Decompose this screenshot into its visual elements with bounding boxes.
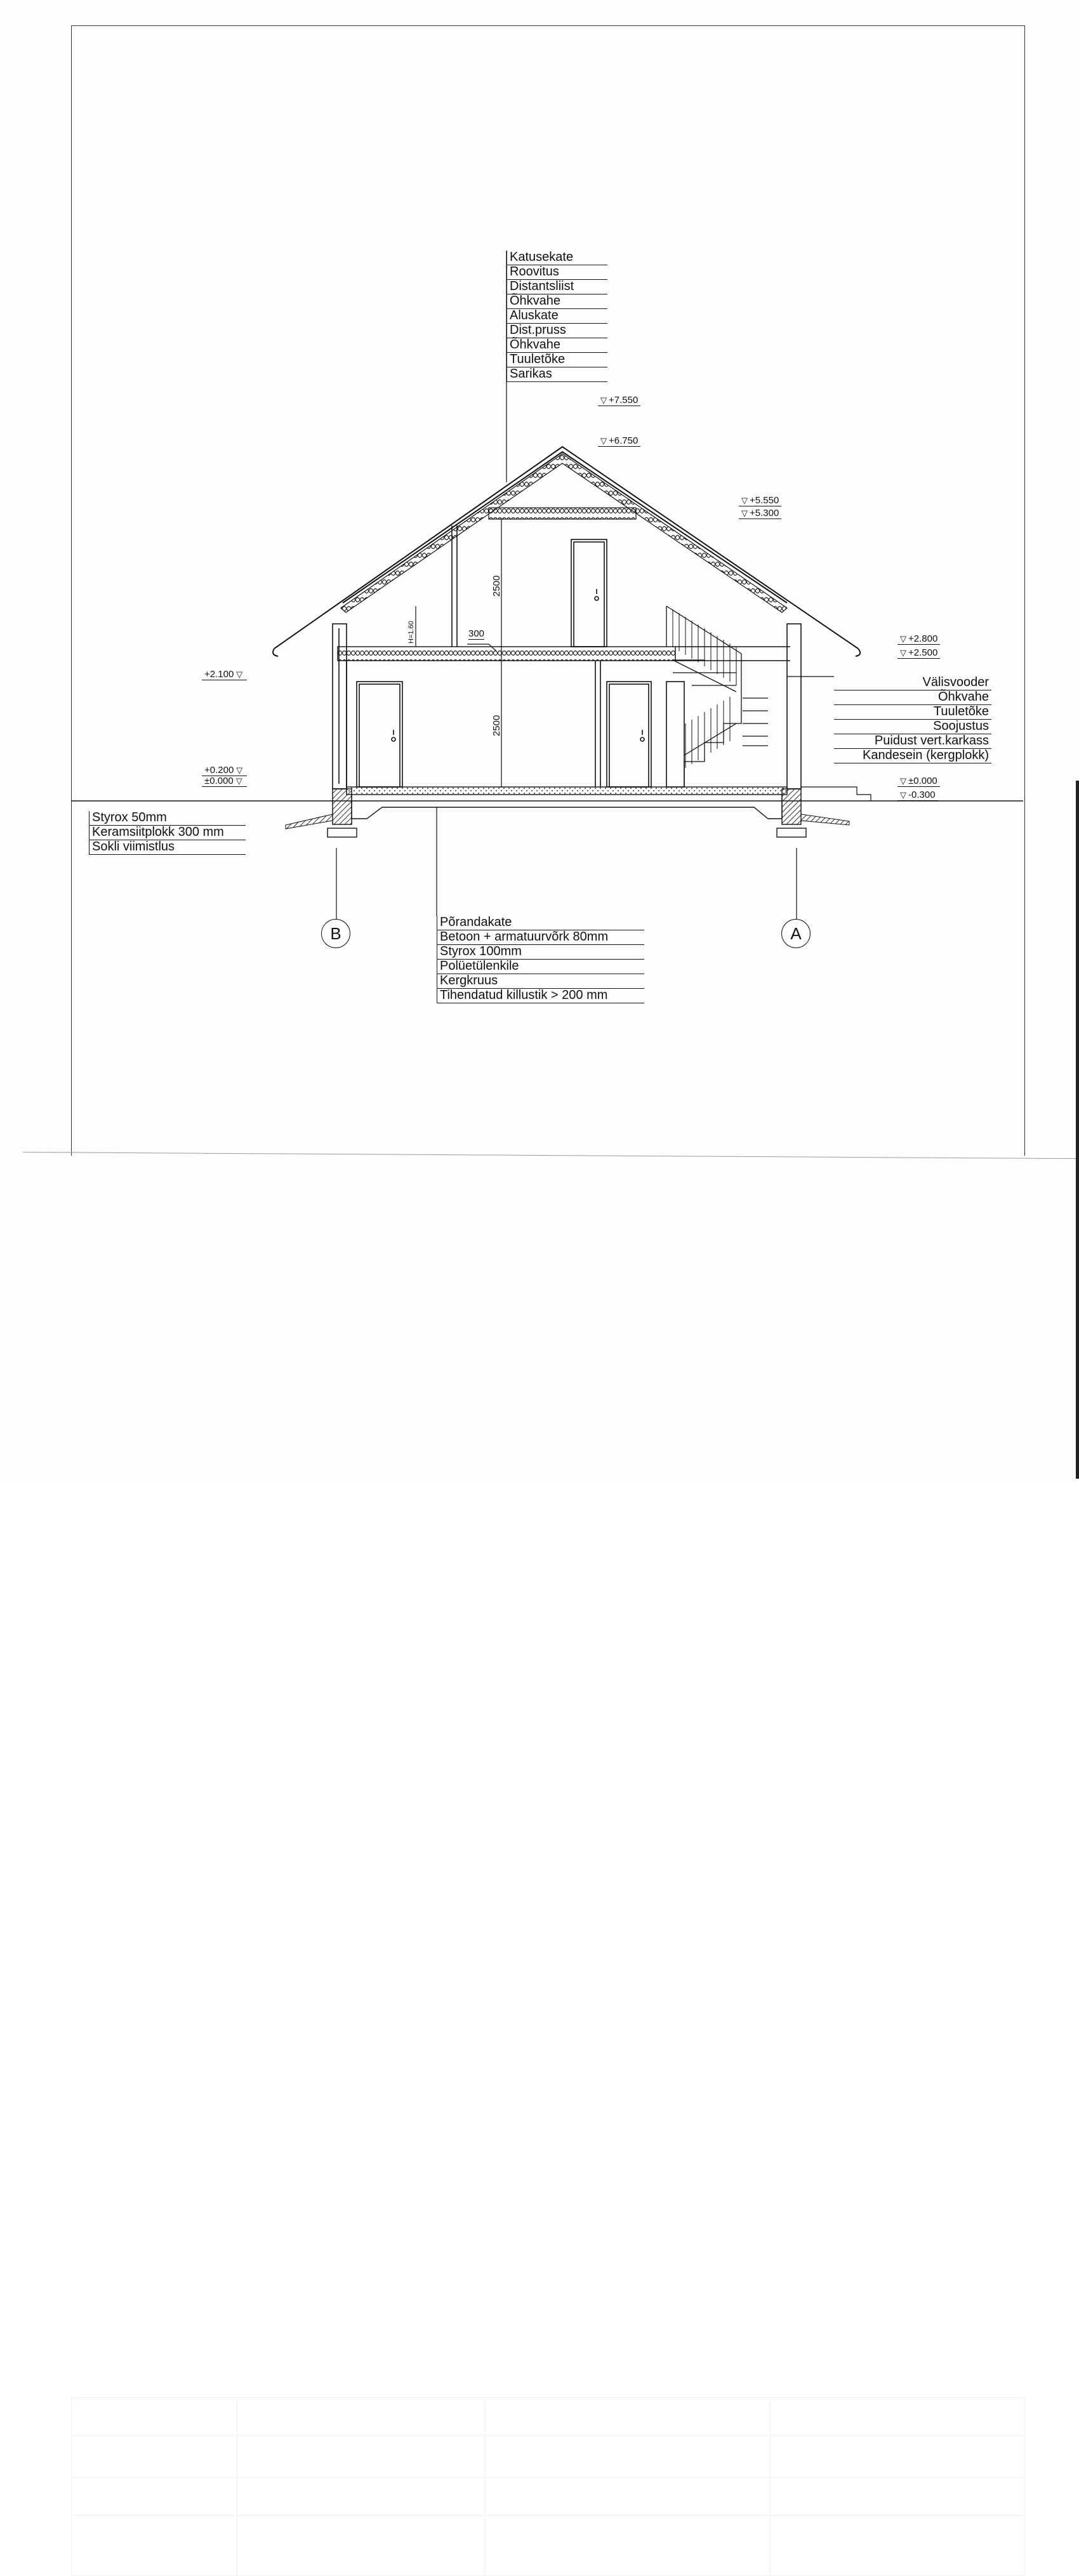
wall-layer: Õhkvahe [834, 690, 991, 705]
intermediate-floor [338, 647, 675, 661]
level-value: +5.300 [750, 508, 779, 519]
level-marker-minus-0300: ▽ -0.300 [897, 789, 938, 801]
dimension-knee-height: H=1.60 [407, 621, 415, 644]
floor-layer: Styrox 100mm [437, 945, 644, 960]
roof-layer: Roovitus [507, 265, 607, 280]
level-marker-2100: +2.100 ▽ [202, 669, 247, 680]
floor-layer: Tihendatud killustik > 200 mm [437, 989, 644, 1003]
floor-layer: Kergkruus [437, 974, 644, 989]
roof-layer: Aluskate [507, 309, 607, 324]
floor-layer: Betoon + armatuurvõrk 80mm [437, 930, 644, 945]
wall-layer: Tuuletõke [834, 705, 991, 720]
axis-marker-b: B [321, 919, 350, 948]
dimension-lower-height: 2500 [491, 715, 502, 736]
level-marker-floor2-b: ▽ +2.500 [897, 647, 940, 659]
level-marker-0200: +0.200 ▽ [202, 765, 247, 776]
dimension-upper-height: 2500 [491, 575, 502, 597]
wall-layer: Kandesein (kergplokk) [834, 749, 991, 763]
plinth-layer: Keramsiitplokk 300 mm [89, 826, 246, 840]
stair-railings [673, 609, 736, 768]
level-value: ±0.000 [204, 776, 234, 786]
ceiling-insulation [489, 508, 636, 519]
roof-layer: Distantsliist [507, 280, 607, 294]
level-value: +2.100 [204, 669, 234, 680]
level-value: +6.750 [609, 435, 639, 446]
faded-title-block [71, 2397, 1025, 2576]
plinth-layers-legend [89, 811, 246, 855]
level-marker-right-zero: ▽ ±0.000 [897, 776, 940, 787]
foundation-right [782, 789, 801, 824]
floor-layer: Polüetülenkile [437, 960, 644, 974]
level-value: -0.300 [908, 789, 936, 800]
plinth-layer: Styrox 50mm [89, 811, 246, 826]
roof-layer: Tuuletõke [507, 353, 607, 367]
doors [357, 539, 684, 787]
level-marker-ridge-top: ▽ +7.550 [598, 395, 640, 406]
level-marker-ridge: ▽ +6.750 [598, 435, 640, 447]
level-value: ±0.000 [908, 776, 937, 786]
floor-layers-legend [437, 916, 644, 1003]
level-value: +7.550 [609, 395, 639, 406]
roof-layer: Dist.pruss [507, 324, 607, 338]
level-value: +2.500 [908, 647, 938, 658]
roof-insulation [341, 454, 787, 612]
roof-layer: Õhkvahe [507, 338, 607, 353]
floor-layer: Põrandakate [437, 916, 644, 930]
wall-layer: Puidust vert.karkass [834, 734, 991, 749]
dimension-slab: 300 [468, 628, 485, 639]
roof-layer: Õhkvahe [507, 294, 607, 309]
level-value: +2.800 [908, 633, 938, 644]
level-marker-left-zero: ±0.000 ▽ [202, 776, 247, 787]
roof-layer: Sarikas [507, 367, 607, 382]
axis-marker-a: A [781, 919, 811, 948]
foundation-left [333, 789, 352, 824]
level-value: +5.550 [750, 495, 779, 506]
level-value: +0.200 [204, 765, 234, 776]
wall-layer: Soojustus [834, 720, 991, 734]
level-marker-ceiling-a: ▽ +5.550 [739, 495, 781, 506]
wall-layers-legend [834, 676, 991, 763]
level-marker-floor2-a: ▽ +2.800 [897, 633, 940, 645]
level-marker-ceiling-b: ▽ +5.300 [739, 508, 781, 519]
roof-layers-legend [506, 251, 607, 382]
wall-right [787, 624, 801, 789]
wall-layer: Välisvooder [834, 676, 991, 690]
roof [273, 447, 860, 656]
roof-layer: Katusekate [507, 251, 607, 265]
staircase [666, 606, 768, 787]
plinth-layer: Sokli viimistlus [89, 840, 246, 855]
ground-floor-slab [347, 787, 787, 795]
